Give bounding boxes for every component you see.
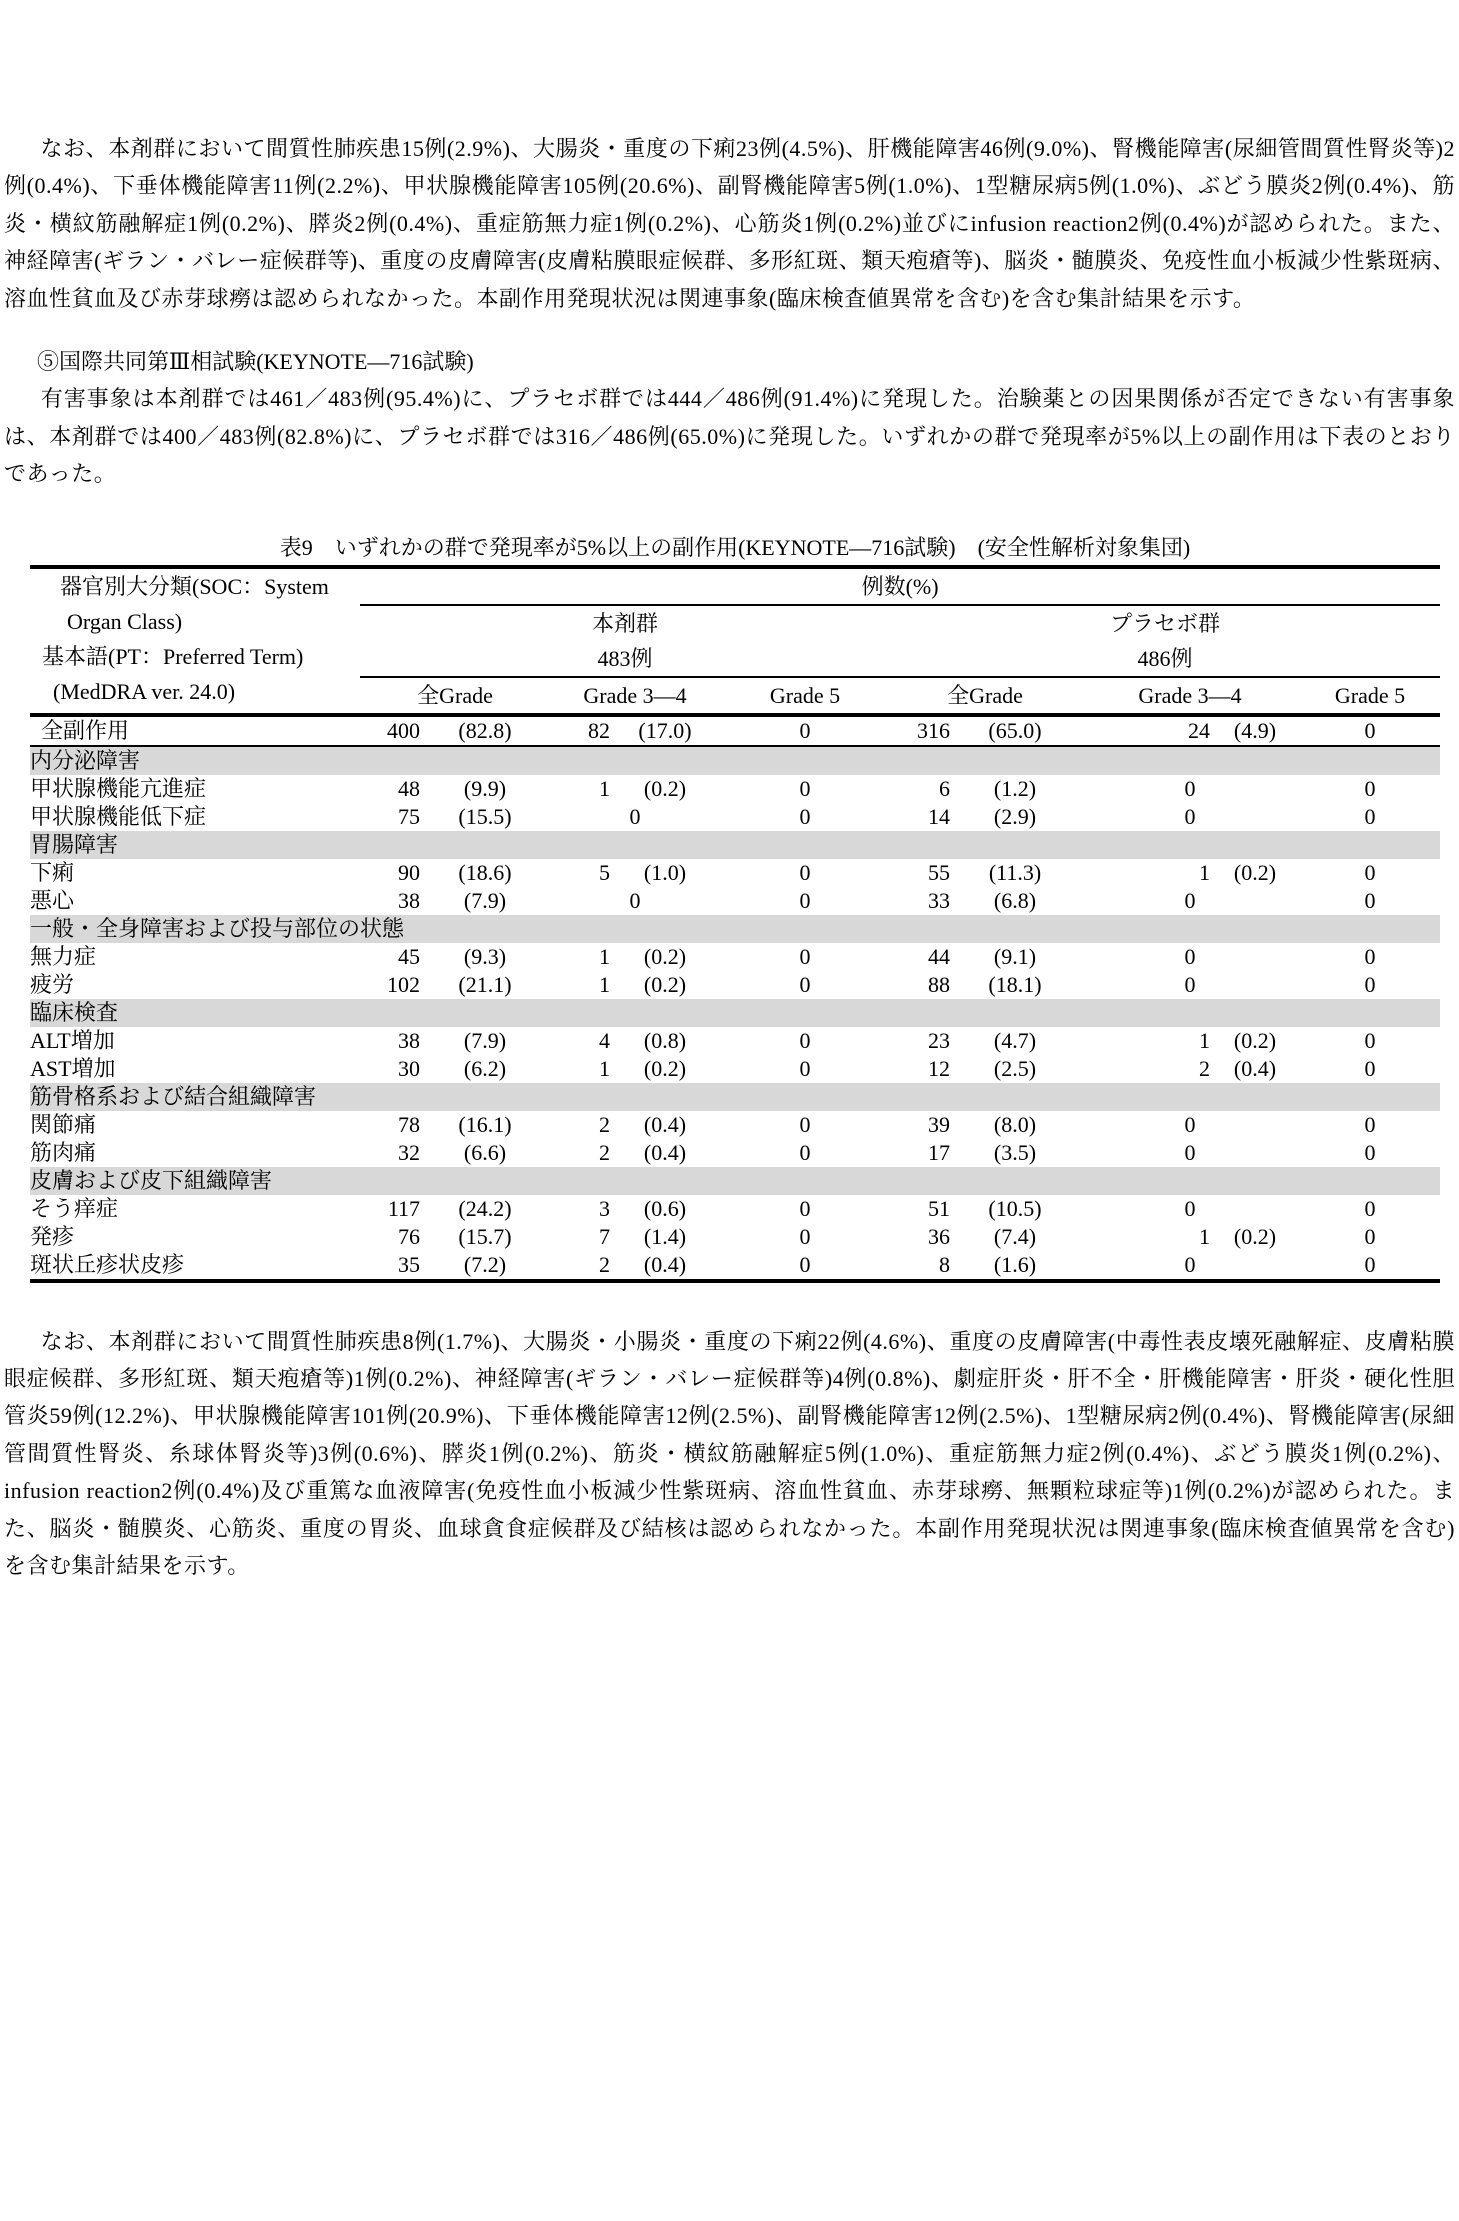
cell-count: 1 — [599, 1055, 610, 1081]
cell-count: 75 — [398, 803, 420, 829]
cell-count: 23 — [928, 1027, 950, 1053]
table-row — [30, 971, 1440, 999]
col-header-all-grade-placebo: 全Grade — [890, 677, 1080, 715]
table-section-row — [30, 915, 1440, 943]
cell-count: 4 — [599, 1027, 610, 1053]
table-row — [30, 1223, 1440, 1251]
cell-zero: 0 — [799, 1027, 811, 1053]
cell-percent: (0.2) — [1233, 1027, 1277, 1053]
cell-zero: 0 — [1184, 943, 1196, 969]
cell-count: 3 — [599, 1195, 610, 1221]
col-header-grade5-drug: Grade 5 — [720, 677, 890, 715]
cell-count: 38 — [398, 887, 420, 913]
cell-percent: (4.7) — [993, 1027, 1037, 1053]
cell-zero: 0 — [799, 1139, 811, 1165]
table-section-row — [30, 831, 1440, 859]
table-row — [30, 803, 1440, 831]
cell-percent: (0.4) — [643, 1139, 687, 1165]
cell-percent: (15.7) — [458, 1223, 512, 1249]
cell-percent: (1.2) — [993, 775, 1037, 801]
cell-zero: 0 — [1364, 1027, 1376, 1053]
cell-percent: (1.6) — [950, 1251, 1080, 1281]
cell-count: 17 — [928, 1139, 950, 1165]
cell-zero: 0 — [1184, 971, 1196, 997]
col-header-grade5-placebo: Grade 5 — [1300, 677, 1440, 715]
group-header-drug: 本剤群 — [591, 610, 658, 636]
cell-zero: 0 — [799, 1111, 811, 1137]
paragraph-adverse-events-summary: 有害事象は本剤群では461／483例(95.4%)に、プラセボ群では444／486例(91.4%)に発現した。治験薬との因果関係が否定できない有害事象は、本剤群では400／483例(82.8%)に、プラセボ群では316／486例(65.0%)に発現した。いずれかの群で発現率が5%以上の副作用は下表のとおりであった。 — [4, 386, 1455, 487]
cell-percent: (7.9) — [463, 1027, 507, 1053]
cell-percent: (24.2) — [458, 1195, 512, 1221]
section-label: 一般・全身障害および投与部位の状態 — [30, 915, 1440, 943]
cell-percent: (15.5) — [458, 803, 512, 829]
cell-count: 44 — [928, 943, 950, 969]
cell-percent: (2.9) — [993, 803, 1037, 829]
table-section-row — [30, 999, 1440, 1027]
cell-zero: 0 — [799, 1223, 811, 1249]
cell-zero: 0 — [1184, 1139, 1196, 1165]
cell-count: 78 — [398, 1111, 420, 1137]
cell-count: 6 — [939, 775, 950, 801]
cell-count: 1 — [1199, 1027, 1210, 1053]
cell-zero: 0 — [799, 803, 811, 829]
cell-count: 316 — [890, 715, 950, 746]
cell-zero: 0 — [1184, 887, 1196, 913]
cell-zero: 0 — [1364, 1195, 1376, 1221]
cell-percent: (0.4) — [610, 1251, 720, 1281]
group-header-placebo: プラセボ群 — [1110, 610, 1221, 636]
cell-count: 5 — [599, 859, 610, 885]
cell-count: 38 — [398, 1027, 420, 1053]
cell-percent: (18.1) — [988, 971, 1042, 997]
cell-count: 117 — [387, 1195, 420, 1221]
cell-count: 1 — [1199, 1223, 1210, 1249]
cell-count: 48 — [398, 775, 420, 801]
table-row — [30, 1251, 1440, 1281]
cell-zero: 0 — [799, 1195, 811, 1221]
cell-percent: (7.4) — [993, 1223, 1037, 1249]
cell-percent: (0.8) — [643, 1027, 687, 1053]
cell-percent: (0.2) — [643, 775, 687, 801]
col-header-all-grade-drug: 全Grade — [360, 677, 550, 715]
cell-count: 51 — [928, 1195, 950, 1221]
table-section-row — [30, 746, 1440, 775]
table-header — [30, 567, 1440, 715]
table-title: 表9 いずれかの群で発現率が5%以上の副作用(KEYNOTE—716試験) (安全性解析対象集団) — [279, 534, 1191, 560]
section-heading-keynote-716: ⑤国際共同第Ⅲ相試験(KEYNOTE—716試験) — [37, 349, 474, 375]
cell-zero: 0 — [1364, 859, 1376, 885]
table-row — [30, 775, 1440, 803]
cell-zero: 0 — [799, 943, 811, 969]
col-header-grade34-placebo: Grade 3—4 — [1080, 677, 1300, 715]
cell-percent: (0.2) — [1233, 1223, 1277, 1249]
cell-zero: 0 — [799, 775, 811, 801]
cell-zero: 0 — [1364, 803, 1376, 829]
cell-count: 36 — [928, 1223, 950, 1249]
cell-count: 82 — [550, 715, 610, 746]
cell-percent: (9.1) — [993, 943, 1037, 969]
cell-count: 35 — [360, 1251, 420, 1281]
row-label: 関節痛 — [30, 1111, 97, 1137]
cell-percent: (0.2) — [643, 943, 687, 969]
row-label: 全副作用 — [30, 715, 360, 746]
table-row — [30, 887, 1440, 915]
row-label: 甲状腺機能低下症 — [30, 803, 207, 829]
table-section-row — [30, 1167, 1440, 1195]
table-row — [30, 715, 1440, 746]
cell-percent: (82.8) — [420, 715, 550, 746]
table-row — [30, 859, 1440, 887]
cell-percent: (11.3) — [988, 859, 1042, 885]
cell-count: 45 — [398, 943, 420, 969]
cell-zero: 0 — [1364, 1111, 1376, 1137]
cell-percent: (7.9) — [463, 887, 507, 913]
cell-zero: 0 — [1364, 887, 1376, 913]
table-row — [30, 1027, 1440, 1055]
cell-count: 1 — [599, 971, 610, 997]
soc-pt-header — [30, 567, 360, 715]
cell-percent: (0.2) — [1233, 859, 1277, 885]
adverse-reactions-table — [30, 565, 1440, 1283]
cell-count: 33 — [928, 887, 950, 913]
paragraph-incidence-notes-2: なお、本剤群において間質性肺疾患8例(1.7%)、大腸炎・小腸炎・重度の下痢22例(4.6%)、重度の皮膚障害(中毒性表皮壊死融解症、皮膚粘膜眼症候群、多形紅斑、類天疱瘡等)1例(0.2%)、神経障害(ギラン・バレー症候群等)4例(0.8%)、劇症肝炎・肝不全・肝機能障害・肝炎・硬化性胆管炎59例(12.2%)、甲状腺機能障害101例(20.9%)、下垂体機能障害12例(2.5%)、副腎機能障害12例(2.5%)、1型糖尿病2例(0.4%)、腎機能障害(尿細管間質性腎炎、糸球体腎炎等)3例(0.6%)、膵炎1例(0.2%)、筋炎・横紋筋融解症5例(1.0%)、重症筋無力症2例(0.4%)、ぶどう膜炎1例(0.2%)、infusion reaction2例(0.4%)及び重篤な血液障害(免疫性血小板減少性紫斑病、溶血性貧血、赤芽球癆、無顆粒球症等)1例(0.2%)が認められた。また、脳炎・髄膜炎、心筋炎、重度の胃炎、血球貪食症候群及び結核は認められなかった。本副作用発現状況は関連事象(臨床検査値異常を含む)を含む集計結果を示す。 — [4, 1328, 1455, 1579]
cell-percent: (17.0) — [610, 715, 720, 746]
cell-zero: 0 — [1300, 715, 1440, 746]
section-label: 胃腸障害 — [30, 831, 1440, 859]
soc-header-line3: 基本語(PT：Preferred Term) — [42, 643, 304, 669]
soc-header-line4: (MedDRA ver. 24.0) — [53, 678, 236, 704]
section-label: 臨床検査 — [30, 999, 1440, 1027]
cell-zero: 0 — [629, 803, 641, 829]
cell-count: 90 — [398, 859, 420, 885]
cell-percent: (1.0) — [643, 859, 687, 885]
cell-zero: 0 — [1184, 1195, 1196, 1221]
cell-zero: 0 — [799, 1055, 811, 1081]
table-row — [30, 1111, 1440, 1139]
cell-zero: 0 — [1364, 775, 1376, 801]
cell-count: 2 — [599, 1139, 610, 1165]
row-label: 無力症 — [30, 943, 97, 969]
row-label: そう痒症 — [30, 1195, 119, 1221]
table-section-row — [30, 1083, 1440, 1111]
row-label: 筋肉痛 — [30, 1139, 97, 1165]
cell-count: 88 — [928, 971, 950, 997]
cell-zero: 0 — [1080, 1251, 1300, 1281]
cell-zero: 0 — [1364, 1055, 1376, 1081]
cell-zero: 0 — [799, 859, 811, 885]
cell-percent: (6.8) — [993, 887, 1037, 913]
cell-percent: (7.2) — [420, 1251, 550, 1281]
cell-zero: 0 — [1364, 1223, 1376, 1249]
cell-percent: (6.2) — [463, 1055, 507, 1081]
cell-count: 24 — [1080, 715, 1210, 746]
cell-count: 102 — [387, 971, 420, 997]
section-label: 皮膚および皮下組織障害 — [30, 1167, 1440, 1195]
table-row — [30, 943, 1440, 971]
row-label: 下痢 — [30, 859, 75, 885]
row-label: 斑状丘疹状皮疹 — [30, 1251, 360, 1281]
cell-percent: (10.5) — [988, 1195, 1042, 1221]
soc-header-line1: 器官別大分類(SOC：System — [60, 573, 329, 599]
table-row — [30, 1139, 1440, 1167]
cell-zero: 0 — [1300, 1251, 1440, 1281]
cell-count: 2 — [599, 1111, 610, 1137]
row-label: 疲労 — [30, 971, 75, 997]
cell-percent: (8.0) — [993, 1111, 1037, 1137]
cell-count: 1 — [1199, 859, 1210, 885]
row-label: 甲状腺機能亢進症 — [30, 775, 207, 801]
cell-count: 39 — [928, 1111, 950, 1137]
cell-count: 30 — [398, 1055, 420, 1081]
cell-percent: (0.6) — [643, 1195, 687, 1221]
cell-count: 1 — [599, 943, 610, 969]
cell-zero: 0 — [1364, 971, 1376, 997]
section-label: 筋骨格系および結合組織障害 — [30, 1083, 1440, 1111]
cases-percent-header: 例数(%) — [360, 567, 1440, 605]
row-label: AST増加 — [30, 1055, 116, 1081]
document-page — [0, 130, 1459, 1585]
cell-count: 32 — [398, 1139, 420, 1165]
cell-zero: 0 — [720, 1251, 890, 1281]
cell-zero: 0 — [720, 715, 890, 746]
cell-percent: (0.4) — [1233, 1055, 1277, 1081]
group-n-drug: 483例 — [360, 641, 890, 677]
cell-percent: (6.6) — [463, 1139, 507, 1165]
col-header-grade34-drug: Grade 3—4 — [550, 677, 720, 715]
cell-percent: (4.9) — [1210, 715, 1300, 746]
cell-count: 76 — [398, 1223, 420, 1249]
cell-percent: (0.4) — [643, 1111, 687, 1137]
cell-percent: (0.2) — [643, 971, 687, 997]
cell-count: 7 — [599, 1223, 610, 1249]
section-label: 内分泌障害 — [30, 746, 1440, 775]
cell-percent: (65.0) — [950, 715, 1080, 746]
row-label: ALT増加 — [30, 1027, 115, 1053]
cell-zero: 0 — [799, 971, 811, 997]
cell-count: 12 — [928, 1055, 950, 1081]
row-label: 悪心 — [30, 887, 75, 913]
cell-percent: (16.1) — [458, 1111, 512, 1137]
cell-percent: (2.5) — [993, 1055, 1037, 1081]
cell-percent: (9.9) — [463, 775, 507, 801]
cell-percent: (9.3) — [463, 943, 507, 969]
cell-count: 2 — [550, 1251, 610, 1281]
row-label: 発疹 — [30, 1223, 75, 1249]
cell-zero: 0 — [629, 887, 641, 913]
cell-percent: (0.2) — [643, 1055, 687, 1081]
cell-count: 400 — [360, 715, 420, 746]
cell-zero: 0 — [1184, 1111, 1196, 1137]
table-row — [30, 1055, 1440, 1083]
table-row — [30, 1195, 1440, 1223]
cell-percent: (3.5) — [993, 1139, 1037, 1165]
group-n-placebo: 486例 — [890, 641, 1440, 677]
soc-header-line2: Organ Class) — [67, 608, 183, 634]
cell-count: 2 — [1199, 1055, 1210, 1081]
cell-count: 14 — [928, 803, 950, 829]
cell-count: 55 — [928, 859, 950, 885]
cell-zero: 0 — [1364, 1139, 1376, 1165]
cell-zero: 0 — [1184, 775, 1196, 801]
cell-count: 1 — [599, 775, 610, 801]
cell-zero: 0 — [799, 887, 811, 913]
cell-percent: (1.4) — [643, 1223, 687, 1249]
cell-zero: 0 — [1184, 803, 1196, 829]
cell-percent: (18.6) — [458, 859, 512, 885]
table-body — [30, 715, 1440, 1281]
paragraph-incidence-notes-1: なお、本剤群において間質性肺疾患15例(2.9%)、大腸炎・重度の下痢23例(4.5%)、肝機能障害46例(9.0%)、腎機能障害(尿細管間質性腎炎等)2例(0.4%)、下垂体機能障害11例(2.2%)、甲状腺機能障害105例(20.6%)、副腎機能障害5例(1.0%)、1型糖尿病5例(1.0%)、ぶどう膜炎2例(0.4%)、筋炎・横紋筋融解症1例(0.2%)、膵炎2例(0.4%)、重症筋無力症1例(0.2%)、心筋炎1例(0.2%)並びにinfusion reaction2例(0.4%)が認められた。また、神経障害(ギラン・バレー症候群等)、重度の皮膚障害(皮膚粘膜眼症候群、多形紅斑、類天疱瘡等)、脳炎・髄膜炎、免疫性血小板減少性紫斑病、溶血性貧血及び赤芽球癆は認められなかった。本副作用発現状況は関連事象(臨床検査値異常を含む)を含む集計結果を示す。 — [4, 136, 1455, 311]
cell-percent: (21.1) — [458, 971, 512, 997]
cell-count: 8 — [890, 1251, 950, 1281]
cell-zero: 0 — [1364, 943, 1376, 969]
